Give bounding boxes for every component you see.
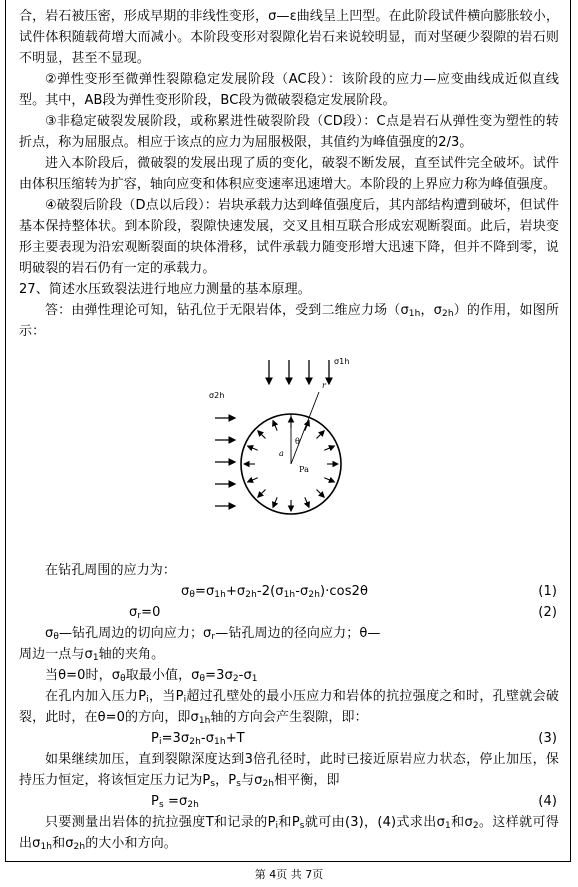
borehole-stress-diagram	[189, 344, 389, 556]
document-body	[19, 6, 559, 854]
equation-4: $P_s =\sigma_{2h}$ (4)	[19, 791, 559, 812]
question-27: 27、简述水压致裂法进行地应力测量的基本原理。	[19, 282, 311, 297]
definition-line: $\sigma_\theta—$钻孔周边的切向应力；$\sigma_r—$钻孔周边的径向应力；θ—	[45, 626, 381, 642]
label-theta: θ	[295, 437, 300, 446]
equation-3-number: (3)	[538, 731, 557, 746]
final-paragraph: 只要测量出岩体的抗拉强度T和记录的$P_i$和$P_s$就可由(3)，(4)式求出$\sigma_1$和$\sigma_2$。这样就可得出$\sigma_{1h}$和$\sigma_{2h}$的大小和方向。	[19, 815, 559, 852]
equation-1-number: (1)	[538, 584, 557, 599]
paragraph-peak-strength: 进入本阶段后，微破裂的发展出现了质的变化，破裂不断发展，直至试件完全破坏。试件由体积压缩转为扩容，轴向应变和体积应变速率迅速增大。本阶段的上界应力称为峰值强度。	[19, 156, 559, 192]
continue-paragraph: 如果继续加压，直到裂隙深度达到3倍孔径时，此时已接近原岩应力状态，停止加压，保持压力恒定，将该恒定压力记为$P_s$，$P_s$与$\sigma_{2h}$相平衡，即	[19, 752, 559, 789]
pressure-paragraph: 在孔内加入压力$P_i$，当$P_i$超过孔壁处的最小压应力和岩体的抗拉强度之和时，孔壁就会破裂，此时，在θ=0的方向，即$\sigma_{1h}$轴的方向会产生裂隙，即：	[19, 689, 560, 726]
label-pa: Pa	[299, 465, 309, 474]
sigma-1h-label: σ1h	[334, 357, 350, 366]
paragraph-post-failure: ④破裂后阶段（D点以后段）：岩块承载力达到峰值强度后，其内部结构遭到破坏，但试件基本保持整体状。到本阶段，裂隙快速发展，交叉且相互联合形成宏观断裂面。此后，岩块变形主要表现为沿宏观断裂面的块体滑移，试件承载力随变形增大迅速下降，但并不降到零，说明破裂的岩石仍有一定的承载力。	[19, 198, 559, 276]
equation-4-number: (4)	[538, 794, 557, 809]
equation-2: $\sigma_r=0$ (2)	[19, 602, 559, 623]
sigma-2h-label: σ2h	[209, 391, 225, 400]
equation-2-number: (2)	[538, 605, 557, 620]
equation-1: $\sigma_\theta=\sigma_{1h}+\sigma_{2h}-2(\sigma_{1h}-\sigma_{2h})\cdot\cos 2\theta$ (1)	[19, 581, 559, 602]
left-arrows	[215, 418, 235, 506]
equation-3: $P_i=3\sigma_{2h}-\sigma_{1h}+T$ (3)	[19, 728, 559, 749]
stress-intro: 在钻孔周围的应力为：	[45, 563, 177, 578]
paragraph-elastic-stage: ②弹性变形至微弹性裂隙稳定发展阶段（AC段）：该阶段的应力—应变曲线成近似直线型。其中，AB段为弹性变形阶段，BC段为微破裂稳定发展阶段。	[19, 72, 559, 108]
borehole-figure	[19, 342, 559, 560]
theta-zero-line: 当θ=0时，$\sigma_\theta$取最小值，$\sigma_\theta=3\sigma_2-\sigma_1$	[45, 668, 258, 684]
top-arrows	[269, 360, 329, 384]
page-footer: 第 4页 共 7页	[254, 868, 324, 881]
paragraph-compaction: 合，岩石被压密，形成早期的非线性变形，σ—ε曲线呈上凹型。在此阶段试件横向膨胀较小，试件体积随载荷增大而减小。本阶段变形对裂隙化岩石来说较明显，而对坚硬少裂隙的岩石则不明显，甚至不显现。	[19, 9, 559, 66]
paragraph-unstable-fracture: ③非稳定破裂发展阶段，或称累进性破裂阶段（CD段）：C点是岩石从弹性变为塑性的转折点，称为屈服点。相应于该点的应力为屈服极限，其值约为峰值强度的2/3。	[19, 114, 559, 150]
label-r: r	[322, 381, 326, 390]
label-a: a	[279, 449, 284, 458]
definition-line-2: 周边一点与$\sigma_1$轴的夹角。	[19, 647, 165, 663]
answer-intro: 答：由弹性理论可知，钻孔位于无限岩体，受到二维应力场（$\sigma_{1h}$，$\sigma_{2h}$）的作用，如图所示：	[19, 303, 559, 339]
